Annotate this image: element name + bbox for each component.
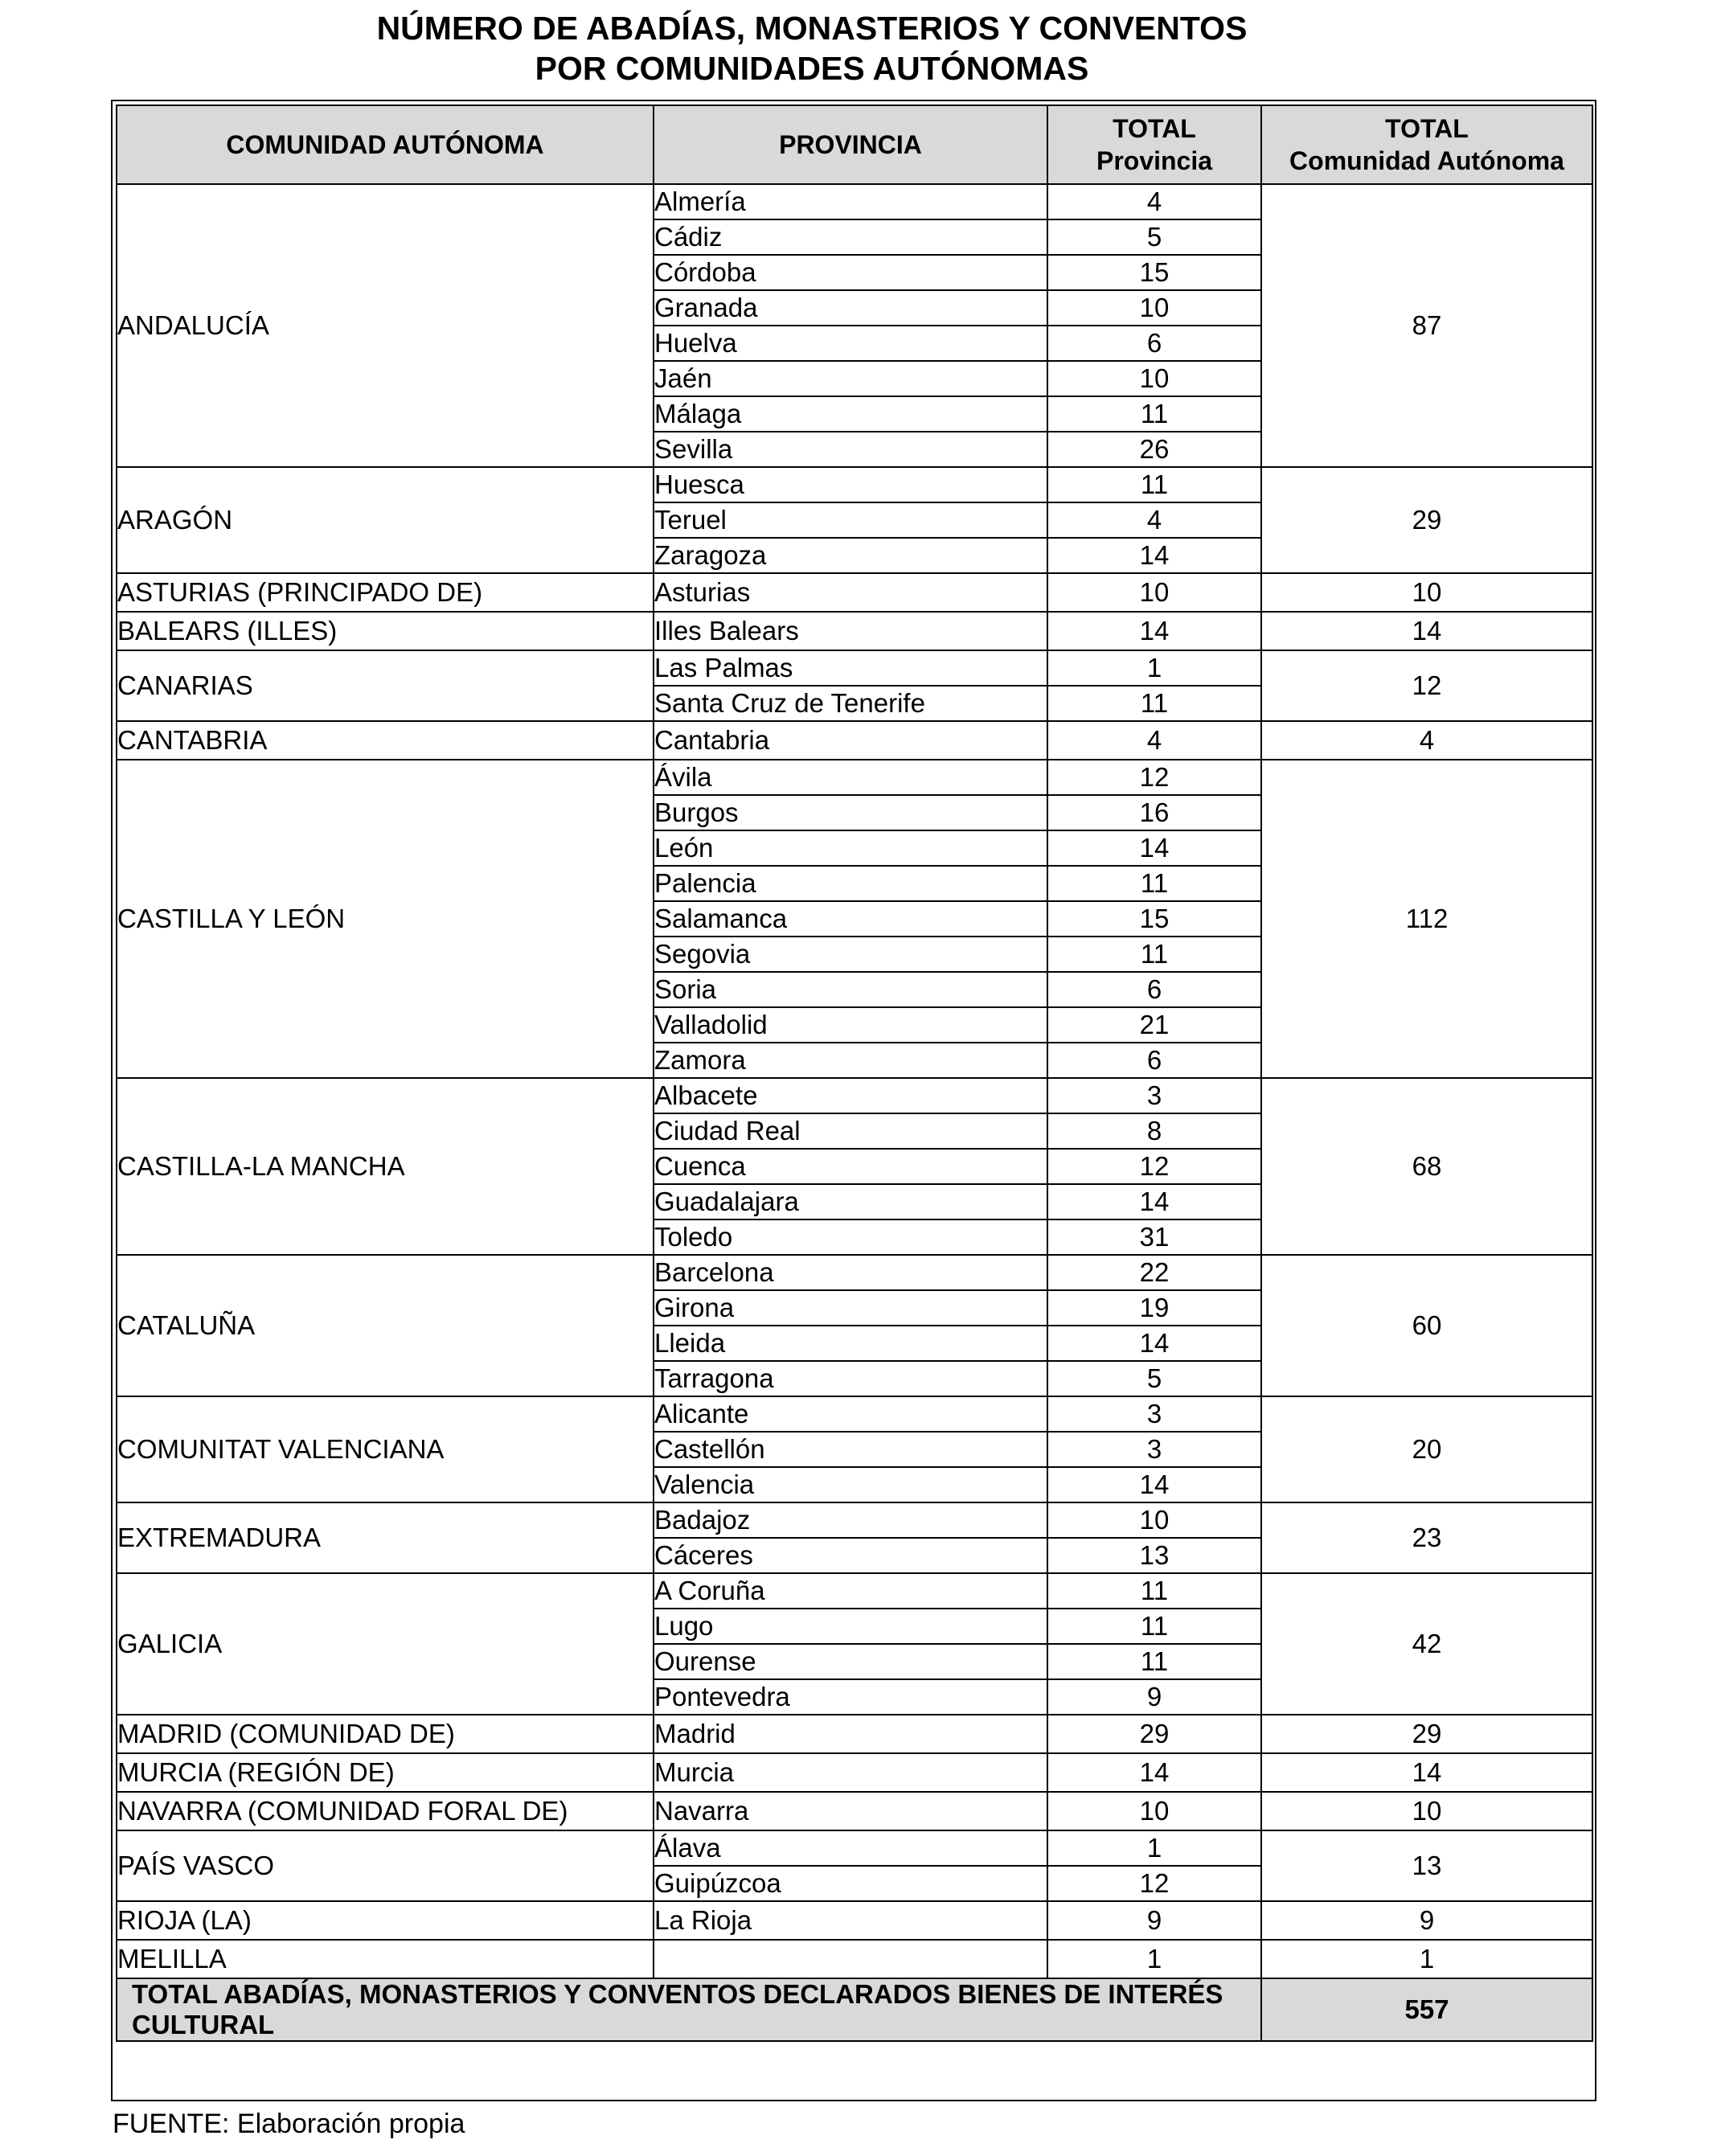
cell-comunidad: MELILLA (117, 1940, 654, 1978)
cell-total-comunidad: 10 (1261, 1792, 1592, 1830)
cell-provincia: Jaén (654, 361, 1047, 396)
data-table (116, 105, 1593, 2042)
cell-provincia: Huelva (654, 326, 1047, 361)
cell-total-provincia: 11 (1047, 1609, 1261, 1644)
cell-provincia: Badajoz (654, 1502, 1047, 1538)
cell-provincia: Murcia (654, 1753, 1047, 1792)
cell-comunidad: CANTABRIA (117, 721, 654, 760)
cell-total-provincia: 19 (1047, 1290, 1261, 1326)
cell-provincia: Álava (654, 1830, 1047, 1866)
cell-comunidad: ASTURIAS (PRINCIPADO DE) (117, 573, 654, 612)
cell-total-provincia: 9 (1047, 1901, 1261, 1940)
cell-total-comunidad: 1 (1261, 1940, 1592, 1978)
cell-total-comunidad: 42 (1261, 1573, 1592, 1715)
cell-provincia: Barcelona (654, 1255, 1047, 1290)
cell-comunidad: MURCIA (REGIÓN DE) (117, 1753, 654, 1792)
table-row (117, 721, 1592, 760)
cell-total-provincia: 11 (1047, 686, 1261, 721)
cell-total-provincia: 12 (1047, 1149, 1261, 1184)
header-total-comunidad-line1: TOTAL (1385, 114, 1469, 143)
cell-provincia: Asturias (654, 573, 1047, 612)
cell-total-provincia: 11 (1047, 396, 1261, 432)
cell-provincia: Madrid (654, 1715, 1047, 1753)
cell-total-provincia: 10 (1047, 290, 1261, 326)
cell-provincia: Soria (654, 972, 1047, 1007)
title-line-1: NÚMERO DE ABADÍAS, MONASTERIOS Y CONVENTOS (376, 10, 1248, 47)
cell-total-provincia: 11 (1047, 1644, 1261, 1679)
cell-total-provincia: 31 (1047, 1219, 1261, 1255)
table-row (117, 1078, 1592, 1113)
cell-comunidad: MADRID (COMUNIDAD DE) (117, 1715, 654, 1753)
cell-provincia: Guadalajara (654, 1184, 1047, 1219)
cell-provincia: León (654, 830, 1047, 866)
cell-total-provincia: 14 (1047, 1467, 1261, 1502)
cell-total-provincia: 11 (1047, 467, 1261, 502)
cell-provincia: Almería (654, 184, 1047, 219)
table-row (117, 1830, 1592, 1866)
cell-provincia: Salamanca (654, 901, 1047, 937)
cell-total-provincia: 6 (1047, 326, 1261, 361)
cell-provincia: Alicante (654, 1396, 1047, 1432)
table-row (117, 467, 1592, 502)
cell-provincia: Albacete (654, 1078, 1047, 1113)
cell-comunidad: CASTILLA Y LEÓN (117, 760, 654, 1078)
cell-comunidad: ARAGÓN (117, 467, 654, 573)
cell-total-comunidad: 68 (1261, 1078, 1592, 1255)
cell-total-provincia: 21 (1047, 1007, 1261, 1043)
cell-provincia: Illes Balears (654, 612, 1047, 650)
cell-total-provincia: 12 (1047, 760, 1261, 795)
cell-total-provincia: 4 (1047, 184, 1261, 219)
cell-provincia: Sevilla (654, 432, 1047, 467)
cell-provincia: Las Palmas (654, 650, 1047, 686)
cell-provincia: Guipúzcoa (654, 1866, 1047, 1901)
table-row (117, 573, 1592, 612)
cell-total-provincia: 4 (1047, 721, 1261, 760)
cell-total-provincia: 14 (1047, 830, 1261, 866)
table-row (117, 184, 1592, 219)
table-row (117, 1573, 1592, 1609)
cell-total-provincia: 11 (1047, 937, 1261, 972)
cell-provincia (654, 1940, 1047, 1978)
cell-total-provincia: 5 (1047, 219, 1261, 255)
cell-provincia: Toledo (654, 1219, 1047, 1255)
table-row (117, 1502, 1592, 1538)
total-label: TOTAL ABADÍAS, MONASTERIOS Y CONVENTOS DECLARADOS BIENES DE INTERÉS CULTURAL (117, 1978, 1261, 2041)
cell-total-comunidad: 12 (1261, 650, 1592, 721)
page-title (0, 8, 1624, 88)
cell-total-provincia: 22 (1047, 1255, 1261, 1290)
cell-total-provincia: 10 (1047, 573, 1261, 612)
cell-provincia: Granada (654, 290, 1047, 326)
total-row (117, 1978, 1592, 2041)
cell-comunidad: COMUNITAT VALENCIANA (117, 1396, 654, 1502)
table-row (117, 1901, 1592, 1940)
cell-provincia: Zamora (654, 1043, 1047, 1078)
cell-comunidad: BALEARS (ILLES) (117, 612, 654, 650)
cell-total-provincia: 14 (1047, 612, 1261, 650)
cell-total-provincia: 1 (1047, 1830, 1261, 1866)
cell-comunidad: RIOJA (LA) (117, 1901, 654, 1940)
cell-total-comunidad: 60 (1261, 1255, 1592, 1396)
cell-provincia: Palencia (654, 866, 1047, 901)
table-row (117, 1792, 1592, 1830)
cell-total-comunidad: 13 (1261, 1830, 1592, 1901)
cell-total-provincia: 10 (1047, 361, 1261, 396)
header-comunidad: COMUNIDAD AUTÓNOMA (117, 105, 654, 184)
header-total-comunidad (1261, 105, 1592, 184)
cell-comunidad: NAVARRA (COMUNIDAD FORAL DE) (117, 1792, 654, 1830)
table-row (117, 1396, 1592, 1432)
cell-total-provincia: 12 (1047, 1866, 1261, 1901)
cell-total-provincia: 10 (1047, 1502, 1261, 1538)
total-value: 557 (1261, 1978, 1592, 2041)
header-total-provincia-line2: Provincia (1096, 146, 1213, 175)
cell-provincia: Ávila (654, 760, 1047, 795)
cell-total-provincia: 1 (1047, 650, 1261, 686)
cell-total-provincia: 15 (1047, 255, 1261, 290)
cell-total-provincia: 13 (1047, 1538, 1261, 1573)
cell-total-provincia: 5 (1047, 1361, 1261, 1396)
cell-total-provincia: 9 (1047, 1679, 1261, 1715)
cell-total-provincia: 14 (1047, 1184, 1261, 1219)
cell-total-provincia: 11 (1047, 866, 1261, 901)
cell-provincia: Málaga (654, 396, 1047, 432)
cell-total-provincia: 4 (1047, 502, 1261, 538)
cell-total-provincia: 3 (1047, 1432, 1261, 1467)
cell-provincia: Cáceres (654, 1538, 1047, 1573)
cell-provincia: Navarra (654, 1792, 1047, 1830)
cell-provincia: Cuenca (654, 1149, 1047, 1184)
cell-provincia: Castellón (654, 1432, 1047, 1467)
table-row (117, 650, 1592, 686)
header-total-provincia (1047, 105, 1261, 184)
cell-provincia: La Rioja (654, 1901, 1047, 1940)
table-row (117, 1255, 1592, 1290)
header-total-comunidad-line2: Comunidad Autónoma (1289, 146, 1564, 175)
cell-provincia: Cantabria (654, 721, 1047, 760)
cell-provincia: Tarragona (654, 1361, 1047, 1396)
cell-total-comunidad: 4 (1261, 721, 1592, 760)
title-line-2: POR COMUNIDADES AUTÓNOMAS (535, 50, 1089, 87)
cell-total-provincia: 6 (1047, 1043, 1261, 1078)
cell-provincia: Ciudad Real (654, 1113, 1047, 1149)
cell-comunidad: ANDALUCÍA (117, 184, 654, 467)
cell-provincia: Lugo (654, 1609, 1047, 1644)
cell-total-provincia: 3 (1047, 1078, 1261, 1113)
cell-comunidad: CANARIAS (117, 650, 654, 721)
cell-provincia: Valencia (654, 1467, 1047, 1502)
cell-provincia: Girona (654, 1290, 1047, 1326)
cell-total-provincia: 14 (1047, 1326, 1261, 1361)
cell-comunidad: CATALUÑA (117, 1255, 654, 1396)
cell-comunidad: PAÍS VASCO (117, 1830, 654, 1901)
cell-provincia: Córdoba (654, 255, 1047, 290)
cell-total-comunidad: 23 (1261, 1502, 1592, 1573)
cell-total-provincia: 11 (1047, 1573, 1261, 1609)
cell-provincia: A Coruña (654, 1573, 1047, 1609)
table-row (117, 760, 1592, 795)
cell-provincia: Valladolid (654, 1007, 1047, 1043)
header-provincia: PROVINCIA (654, 105, 1047, 184)
cell-total-provincia: 6 (1047, 972, 1261, 1007)
cell-total-provincia: 10 (1047, 1792, 1261, 1830)
header-row (117, 105, 1592, 184)
cell-comunidad: GALICIA (117, 1573, 654, 1715)
cell-provincia: Zaragoza (654, 538, 1047, 573)
cell-comunidad: CASTILLA-LA MANCHA (117, 1078, 654, 1255)
cell-total-comunidad: 14 (1261, 612, 1592, 650)
cell-provincia: Lleida (654, 1326, 1047, 1361)
cell-total-comunidad: 29 (1261, 1715, 1592, 1753)
cell-provincia: Cádiz (654, 219, 1047, 255)
cell-total-provincia: 26 (1047, 432, 1261, 467)
table-row (117, 1715, 1592, 1753)
cell-total-provincia: 3 (1047, 1396, 1261, 1432)
cell-total-comunidad: 20 (1261, 1396, 1592, 1502)
cell-provincia: Teruel (654, 502, 1047, 538)
cell-total-provincia: 14 (1047, 538, 1261, 573)
cell-provincia: Segovia (654, 937, 1047, 972)
cell-total-comunidad: 14 (1261, 1753, 1592, 1792)
cell-provincia: Santa Cruz de Tenerife (654, 686, 1047, 721)
cell-provincia: Pontevedra (654, 1679, 1047, 1715)
header-total-provincia-line1: TOTAL (1113, 114, 1196, 143)
cell-provincia: Burgos (654, 795, 1047, 830)
cell-total-provincia: 29 (1047, 1715, 1261, 1753)
cell-provincia: Huesca (654, 467, 1047, 502)
source-note: FUENTE: Elaboración propia (113, 2109, 465, 2139)
cell-total-comunidad: 10 (1261, 573, 1592, 612)
table-row (117, 612, 1592, 650)
cell-total-provincia: 15 (1047, 901, 1261, 937)
table-row (117, 1940, 1592, 1978)
cell-total-provincia: 16 (1047, 795, 1261, 830)
cell-provincia: Ourense (654, 1644, 1047, 1679)
cell-total-provincia: 1 (1047, 1940, 1261, 1978)
cell-total-comunidad: 87 (1261, 184, 1592, 467)
cell-total-comunidad: 9 (1261, 1901, 1592, 1940)
table-body (117, 184, 1592, 1978)
cell-total-comunidad: 112 (1261, 760, 1592, 1078)
cell-total-comunidad: 29 (1261, 467, 1592, 573)
cell-total-provincia: 8 (1047, 1113, 1261, 1149)
cell-total-provincia: 14 (1047, 1753, 1261, 1792)
cell-comunidad: EXTREMADURA (117, 1502, 654, 1573)
table-row (117, 1753, 1592, 1792)
